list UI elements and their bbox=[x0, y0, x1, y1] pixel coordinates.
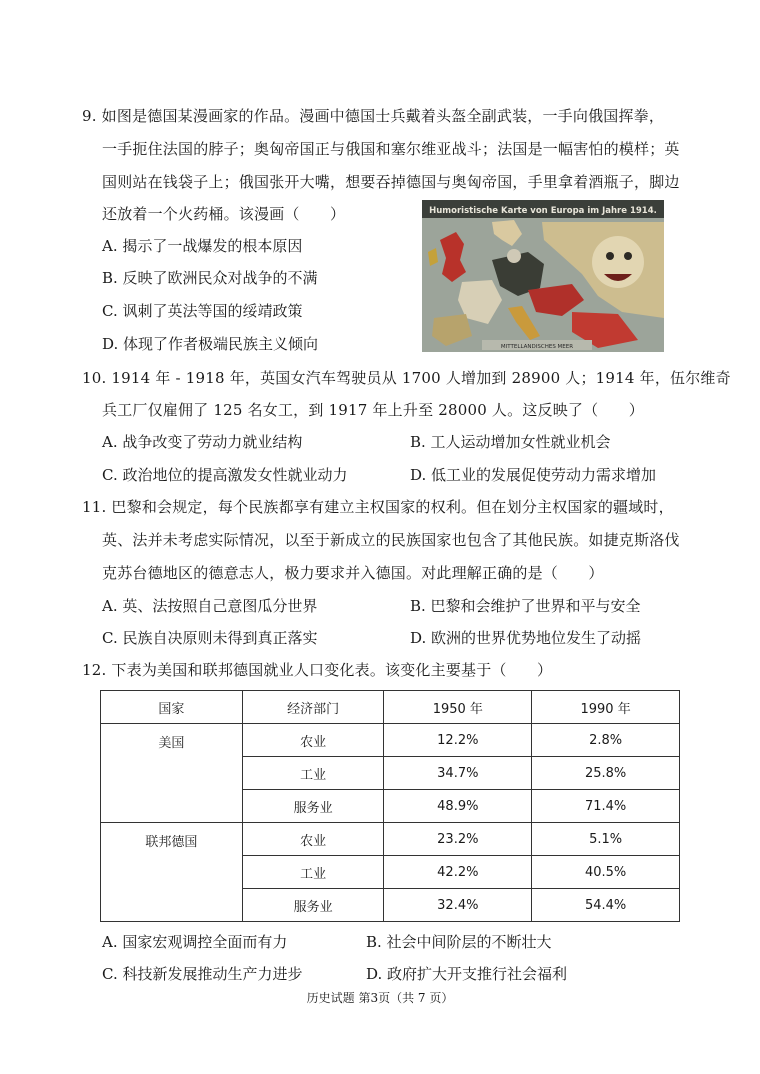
table-cell-1990: 5.1% bbox=[532, 823, 680, 856]
table-row bbox=[101, 724, 680, 757]
employment-table bbox=[100, 690, 680, 922]
table-cell-1990: 25.8% bbox=[532, 757, 680, 790]
q11-option-c: C. 民族自决原则未得到真正落实 bbox=[102, 629, 318, 647]
table-cell-sector: 农业 bbox=[242, 823, 384, 856]
table-cell-sector: 农业 bbox=[242, 724, 384, 757]
q12-option-d: D. 政府扩大开支推行社会福利 bbox=[366, 965, 568, 983]
q11-option-a: A. 英、法按照自己意图瓜分世界 bbox=[102, 597, 318, 615]
table-cell-sector: 工业 bbox=[242, 757, 384, 790]
q9-option-d: D. 体现了作者极端民族主义倾向 bbox=[102, 335, 319, 353]
table-cell-country-usa: 美国 bbox=[101, 724, 243, 823]
page-footer: 历史试题 第3页（共 7 页） bbox=[306, 991, 454, 1005]
q10-option-a: A. 战争改变了劳动力就业结构 bbox=[102, 433, 303, 451]
cartoon-sea-caption: MITTELLANDISCHES MEER bbox=[500, 344, 574, 350]
q10-option-c: C. 政治地位的提高激发女性就业动力 bbox=[102, 466, 348, 484]
q9-option-b: B. 反映了欧洲民众对战争的不满 bbox=[102, 269, 318, 287]
q10-stem-line-2: 兵工厂仅雇佣了 125 名女工，到 1917 年上升至 28000 人。这反映了（ ） bbox=[102, 401, 644, 419]
q11-stem-line-2: 英、法并未考虑实际情况，以至于新成立的民族国家也包含了其他民族。如捷克斯洛伐 bbox=[102, 531, 680, 549]
table-cell-sector: 服务业 bbox=[242, 790, 384, 823]
q12-option-a: A. 国家宏观调控全面而有力 bbox=[102, 933, 288, 951]
table-cell-1950: 48.9% bbox=[384, 790, 532, 823]
q9-stem-line-1: 9. 如图是德国某漫画家的作品。漫画中德国士兵戴着头盔全副武装，一手向俄国挥拳， bbox=[82, 107, 665, 125]
table-cell-1990: 54.4% bbox=[532, 889, 680, 922]
q11-option-b: B. 巴黎和会维护了世界和平与安全 bbox=[410, 597, 641, 615]
table-cell-1950: 32.4% bbox=[384, 889, 532, 922]
table-cell-1990: 2.8% bbox=[532, 724, 680, 757]
table-row bbox=[101, 823, 680, 856]
q9-option-c: C. 讽刺了英法等国的绥靖政策 bbox=[102, 302, 303, 320]
cartoon-title: Humoristische Karte von Europa im Jahre 1914. bbox=[429, 206, 657, 216]
table-header-1990: 1990 年 bbox=[532, 691, 680, 724]
table-cell-1950: 23.2% bbox=[384, 823, 532, 856]
table-header-row bbox=[101, 691, 680, 724]
q12-stem-line-1: 12. 下表为美国和联邦德国就业人口变化表。该变化主要基于（ ） bbox=[82, 661, 553, 679]
table-cell-sector: 服务业 bbox=[242, 889, 384, 922]
table-cell-1950: 42.2% bbox=[384, 856, 532, 889]
table-header-country: 国家 bbox=[101, 691, 243, 724]
table-header-1950: 1950 年 bbox=[384, 691, 532, 724]
q12-option-b: B. 社会中间阶层的不断壮大 bbox=[366, 933, 552, 951]
q9-option-a: A. 揭示了一战爆发的根本原因 bbox=[102, 237, 303, 255]
q11-stem-line-1: 11. 巴黎和会规定，每个民族都享有建立主权国家的权利。但在划分主权国家的疆域时， bbox=[82, 498, 674, 516]
q9-stem-line-4: 还放着一个火药桶。该漫画（ ） bbox=[102, 205, 346, 223]
table-cell-1950: 34.7% bbox=[384, 757, 532, 790]
q11-option-d: D. 欧洲的世界优势地位发生了动摇 bbox=[410, 629, 642, 647]
q10-stem-line-1: 10. 1914 年 - 1918 年，英国女汽车驾驶员从 1700 人增加到 28900 人；1914 年，伍尔维奇 bbox=[82, 369, 731, 387]
q12-option-c: C. 科技新发展推动生产力进步 bbox=[102, 965, 303, 983]
table-cell-1950: 12.2% bbox=[384, 724, 532, 757]
q9-stem-line-3: 国则站在钱袋子上；俄国张开大嘴，想要吞掉德国与奥匈帝国，手里拿着酒瓶子，脚边 bbox=[102, 173, 680, 191]
table-cell-1990: 40.5% bbox=[532, 856, 680, 889]
satirical-map-image bbox=[422, 200, 664, 352]
q10-option-d: D. 低工业的发展促使劳动力需求增加 bbox=[410, 466, 657, 484]
q11-stem-line-3: 克苏台德地区的德意志人，极力要求并入德国。对此理解正确的是（ ） bbox=[102, 564, 604, 582]
table-cell-1990: 71.4% bbox=[532, 790, 680, 823]
table-header-sector: 经济部门 bbox=[242, 691, 384, 724]
table-cell-sector: 工业 bbox=[242, 856, 384, 889]
table-cell-country-frg: 联邦德国 bbox=[101, 823, 243, 922]
q9-stem-line-2: 一手扼住法国的脖子；奥匈帝国正与俄国和塞尔维亚战斗；法国是一幅害怕的模样；英 bbox=[102, 140, 680, 158]
q10-option-b: B. 工人运动增加女性就业机会 bbox=[410, 433, 611, 451]
